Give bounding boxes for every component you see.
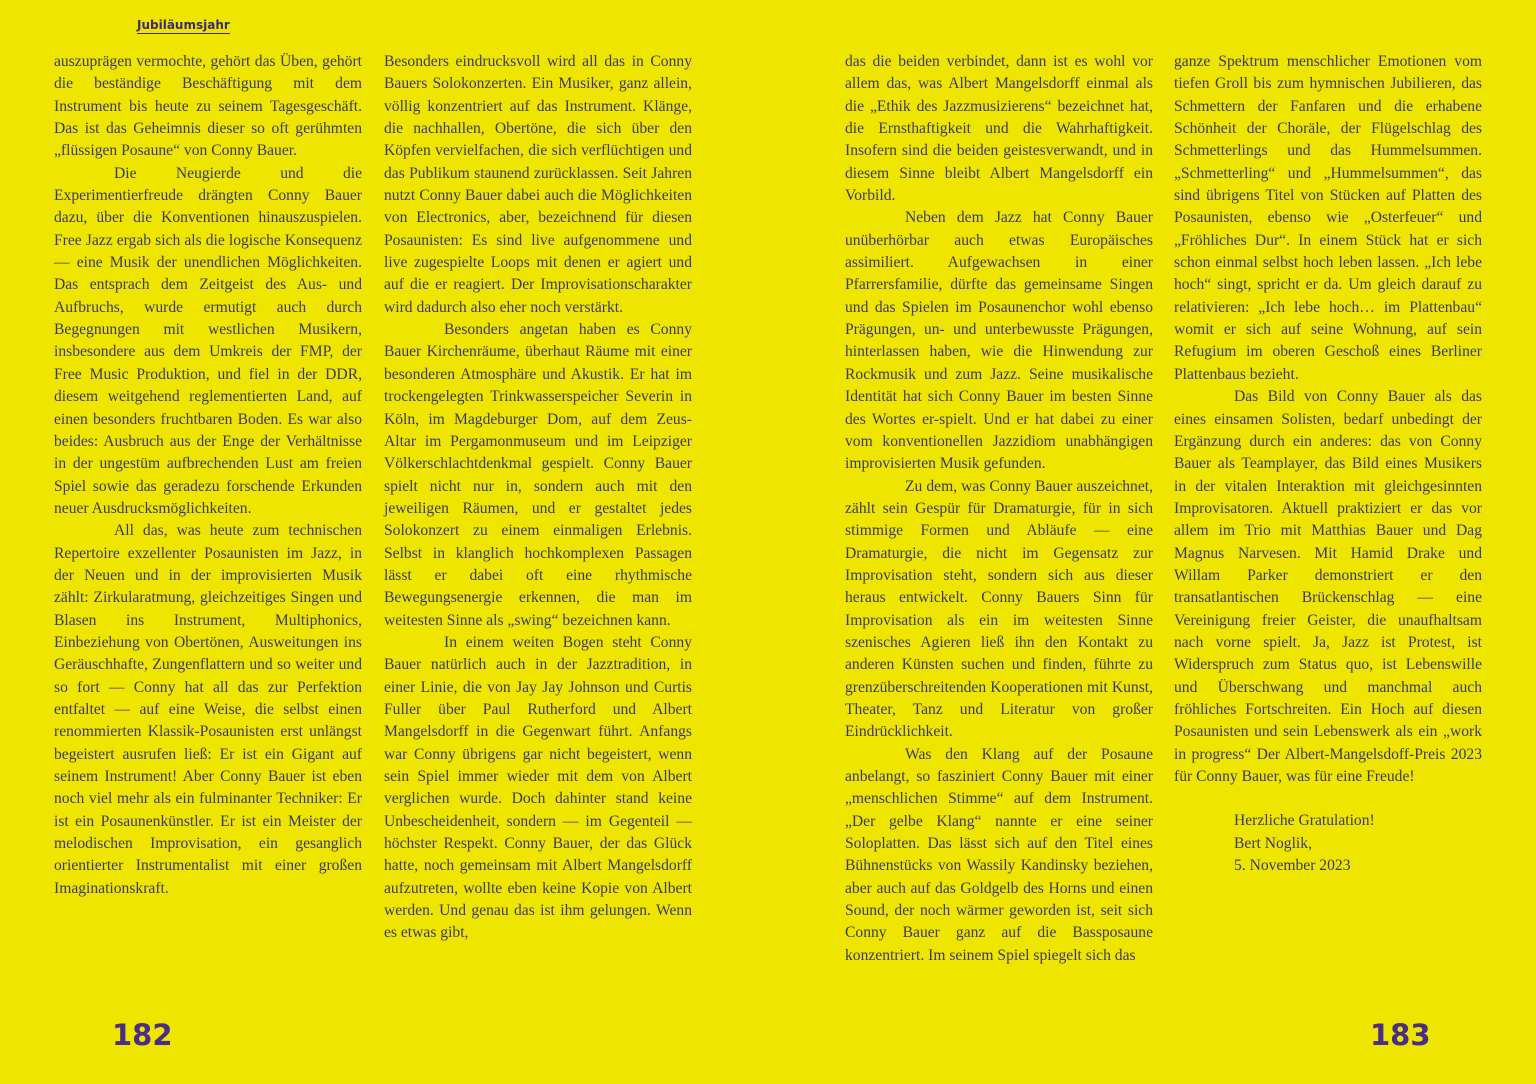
signature-date: 5. November 2023 bbox=[1234, 857, 1351, 875]
text-column-1 bbox=[54, 51, 362, 900]
paragraph: Besonders eindrucksvoll wird all das in Conny Bauers Solokonzerten. Ein Musiker, ganz allein, völlig konzentriert auf das Instrument. Klänge, die nachhallen, Obertöne, die sich über den Köpfen vervielfachen, die sich verflüchtigen und das Publikum staunend zurücklassen. Seit Jahren nutzt Conny Bauer dabei auch die Möglichkeiten von Electronics, aber, bezeichnend für diesen Posaunisten: Es sind live aufgenommene und live zugespielte Loops mit denen er agiert und auf die er reagiert. Der Improvisationscharakter wird dadurch also eher noch verstärkt. bbox=[384, 53, 692, 316]
text-column-3 bbox=[845, 51, 1153, 967]
paragraph: Die Neugierde und die Experimentierfreude drängten Conny Bauer dazu, über die Konventionen hinauszuspielen. Free Jazz ergab sich als die logische Konsequenz — eine Musik der unendlichen Möglichkeiten. Das entsprach dem Zeitgeist des Aus- und Aufbruchs, wurde ermutigt auch durch Begegnungen mit westlichen Musikern, insbesondere aus dem Umkreis der FMP, der Free Music Produktion, und fiel in der DDR, diesem weitgehend reglementierten Land, auf einen besonders fruchtbaren Boden. Es war also beides: Ausbruch aus der Enge der Verhältnisse in der ungestüm aufbrechenden Lust am freien Spiel sowie das geradezu forschende Erkunden neuer Ausdrucksmöglichkeiten. bbox=[54, 164, 362, 517]
paragraph: All das, was heute zum technischen Repertoire exzellenter Posaunisten im Jazz, in der Neuen und in der improvisierten Musik zählt: Zirkularatmung, gleichzeitiges Singen und Blasen ins Instrument, Multiphonics, Einbeziehung von Obertönen, Ausweitungen ins Geräuschhafte, Zungenflattern und so weiter und so fort — Conny hat all das zur Perfektion entfaltet — auf eine Weise, die selbst einen renommierten Klassik-Posaunisten erst unlängst begeistert ausrufen ließ: Er ist ein Gigant auf seinem Instrument! Aber Conny Bauer ist eben noch viel mehr als ein fulminanter Techniker: Er ist ein Posaunenkünstler. Er ist ein Meister der melodischen Improvisation, ein gesanglich orientierter Instrumentalist mit einer großen Imaginationskraft. bbox=[54, 522, 362, 897]
text-column-2 bbox=[384, 51, 692, 945]
paragraph: Neben dem Jazz hat Conny Bauer unüberhörbar auch etwas Europäisches assimiliert. Aufgewachsen in einer Pfarrersfamilie, dürfte das gemeinsame Singen und das Spielen im Posaunenchor wohl ebenso Prägungen, un- und unterbewusste Prägungen, hinterlassen haben, wie die Hinwendung zur Rockmusik und zum Jazz. Seine musikalische Identität hat sich Conny Bauer im besten Sinne des Wortes er-spielt. Und er hat dabei zu einer vom konventionellen Jazzidiom unabhängigen improvisierten Musik gefunden. bbox=[845, 209, 1153, 473]
page-number-left: 182 bbox=[112, 1018, 173, 1052]
signature-block bbox=[1174, 810, 1482, 877]
text-column-4 bbox=[1174, 51, 1482, 877]
paragraph: In einem weiten Bogen steht Conny Bauer natürlich auch in der Jazztradition, in einer Linie, die von Jay Jay Johnson und Curtis Fuller über Paul Rutherford und Albert Mangelsdorff in die Gegenwart führt. Anfangs war Conny übrigens gar nicht begeistert, wenn sein Spiel immer wieder mit dem von Albert verglichen wurde. Doch dahinter stand keine Unbescheidenheit, sondern — im Gegenteil — höchster Respekt. Conny Bauer, der das Glück hatte, noch gemeinsam mit Albert Mangelsdorff aufzutreten, wollte eben keine Kopie von Albert werden. Und genau das ist ihm gelungen. Wenn es etwas gibt, bbox=[384, 633, 692, 942]
section-label: Jubiläumsjahr bbox=[137, 18, 230, 32]
paragraph: Was den Klang auf der Posaune anbelangt, so fasziniert Conny Bauer mit einer „menschlichen Stimme“ auf dem Instrument. „Der gelbe Klang“ nannte er eine seiner Soloplatten. Das lässt sich auf den Titel eines Bühnenstücks von Wassily Kandinsky beziehen, aber auch auf das Goldgelb des Horns und einen Sound, der noch wärmer geworden ist, seit sich Conny Bauer ganz auf die Bassposaune konzentriert. Im seinem Spiel spiegelt sich das bbox=[845, 745, 1153, 964]
signature-greeting: Herzliche Gratulation! bbox=[1234, 812, 1375, 830]
paragraph: Das Bild von Conny Bauer als das eines einsamen Solisten, bedarf unbedingt der Ergänzung durch ein anderes: das von Conny Bauer als Teamplayer, das Bild eines Musikers in der vitalen Interaktion mit gleichgesinnten Improvisatoren. Aktuell praktiziert er das vor allem im Trio mit Matthias Bauer und Dag Magnus Narvesen. Mit Hamid Drake und Willam Parker demonstriert er den transatlantischen Brückenschlag — eine Vereinigung freier Geister, die unaufhaltsam nach vorne spielt. Ja, Jazz ist Protest, ist Widerspruch zum Status quo, ist Lebenswille und Überschwang und manchmal auch fröhliches Fortschreiten. Ein Hoch auf diesen Posaunisten und sein Lebenswerk als ein „work in progress“ Der Albert-Mangelsdoff-Preis 2023 für Conny Bauer, was für eine Freude! bbox=[1174, 388, 1482, 785]
paragraph: auszuprägen vermochte, gehört das Üben, gehört die beständige Beschäftigung mit dem Instrument bis heute zu seinem Tagesgeschäft. Das ist das Geheimnis dieser so oft gerühmten „flüssigen Posaune“ von Conny Bauer. bbox=[54, 53, 362, 160]
paragraph: ganze Spektrum menschlicher Emotionen vom tiefen Groll bis zum hymnischen Jubilieren, das Schmettern der Fanfaren und die erhabene Schönheit der Choräle, der Flügelschlag des Schmetterlings und das Hummelsummen. „Schmetterling“ und „Hummelsummen“, das sind übrigens Titel von Stücken auf Platten des Posaunisten, ebenso wie „Osterfeuer“ und „Fröhliches Dur“. In einem Stück hat er sich schon einmal selbst hoch leben lassen. „Ich lebe hoch“ singt, spricht er da. Um gleich darauf zu relativieren: „Ich lebe hoch… im Plattenbau“ womit er sich auf seine Wohnung, auf sein Refugium im oberen Geschoß eines Berliner Plattenbaus bezieht. bbox=[1174, 53, 1482, 383]
paragraph: Zu dem, was Conny Bauer auszeichnet, zählt sein Gespür für Dramaturgie, für in sich stimmige Formen und Abläufe — eine Dramaturgie, die nicht im Gegensatz zur Improvisation steht, sondern sich aus dieser heraus entwickelt. Conny Bauers Sinn für Improvisation als ein im weitesten Sinne szenisches Agieren ließ ihn den Kontakt zu anderen Künsten suchen und finden, führte zu grenzüberschreitenden Kooperationen mit Kunst, Theater, Tanz und Literatur von großer Eindrücklichkeit. bbox=[845, 477, 1153, 741]
signature-name: Bert Noglik, bbox=[1234, 834, 1312, 852]
paragraph: Besonders angetan haben es Conny Bauer Kirchenräume, überhaut Räume mit einer besonderen Atmosphäre und Akustik. Er hat im trockengelegten Trinkwasserspeicher Severin in Köln, im Magdeburger Dom, auf dem Zeus-Altar im Pergamonmuseum und im Leipziger Völkerschlachtdenkmal gespielt. Conny Bauer spielt nicht nur in, sondern auch mit den jeweiligen Räumen, und er gestaltet jedes Solokonzert zu einem einmaligen Erlebnis. Selbst in klanglich hochkomplexen Passagen lässt er dabei oft eine rhythmische Bewegungsenergie erkennen, die man im weitesten Sinne als „swing“ bezeichnen kann. bbox=[384, 321, 692, 629]
paragraph: das die beiden verbindet, dann ist es wohl vor allem das, was Albert Mangelsdorff einmal als die „Ethik des Jazzmusizierens“ bezeichnet hat, die Ernsthaftigkeit und die Wahrhaftigkeit. Insofern sind die beiden geistesverwandt, und in diesem Sinne bleibt Albert Mangelsdorff ein Vorbild. bbox=[845, 53, 1153, 205]
page-number-right: 183 bbox=[1370, 1018, 1431, 1052]
